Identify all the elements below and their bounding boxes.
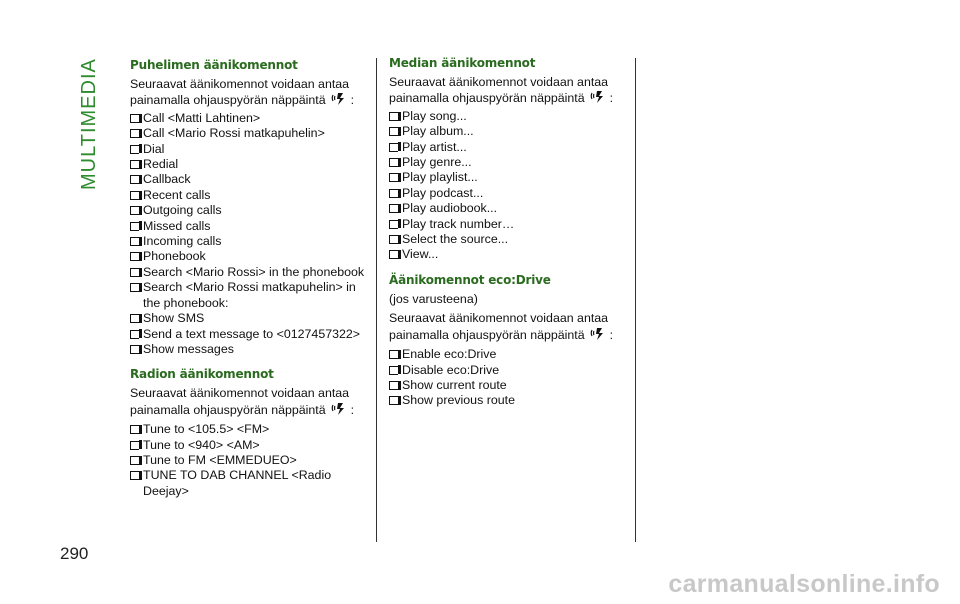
list-item-text: Enable eco:Drive [402, 347, 497, 362]
list-item-text: View... [402, 247, 439, 262]
list-item-text: Call <Mario Rossi matkapuhelin> [143, 126, 325, 141]
checkbox-icon [389, 112, 398, 121]
checkbox-icon [389, 189, 398, 198]
checkbox-icon [130, 191, 139, 200]
list-item [130, 203, 370, 218]
list-item [389, 247, 629, 262]
list-item-text: Play album... [402, 124, 474, 139]
list-item-text: Tune to <940> <AM> [143, 437, 260, 452]
list-item-text: Play song... [402, 108, 467, 123]
ecodrive-command-list [389, 347, 629, 409]
list-item [130, 188, 370, 203]
ecodrive-commands-heading: Äänikomennot eco:Drive [389, 272, 551, 287]
list-item [130, 249, 370, 264]
list-item [130, 219, 370, 234]
list-item-text: Play genre... [402, 155, 472, 170]
checkbox-icon [130, 145, 139, 154]
list-item [389, 393, 629, 408]
checkbox-icon [130, 237, 139, 246]
list-item-text: TUNE TO DAB CHANNEL <Radio Deejay> [143, 468, 332, 498]
list-item [130, 265, 370, 280]
column-divider-left [376, 58, 377, 542]
right-column [389, 56, 629, 409]
list-item [130, 453, 370, 468]
phone-intro-text: Seuraavat äänikomennot voidaan antaa painamalla ohjauspyörän näppäintä [130, 77, 350, 108]
list-item [130, 142, 370, 157]
checkbox-icon [389, 350, 398, 359]
section-side-tab [78, 48, 106, 190]
checkbox-icon [389, 366, 398, 375]
checkbox-icon [130, 114, 139, 123]
list-item-text: Phonebook [143, 249, 206, 264]
checkbox-icon [130, 441, 139, 450]
ecodrive-availability-note: (jos varusteena) [389, 291, 478, 306]
list-item-text: Incoming calls [143, 234, 222, 249]
checkbox-icon [389, 250, 398, 259]
checkbox-icon [130, 129, 139, 138]
list-item [130, 342, 370, 357]
checkbox-icon [130, 252, 139, 261]
media-intro-colon: : [609, 91, 614, 106]
ecodrive-intro-colon: : [609, 327, 614, 342]
list-item-text: Search <Mario Rossi matkapuhelin> in the phonebook: [143, 280, 356, 310]
watermark: carmanualsonline.info [668, 570, 940, 598]
checkbox-icon [389, 381, 398, 390]
ecodrive-intro-text: Seuraavat äänikomennot voidaan antaa painamalla ohjauspyörän näppäintä [389, 311, 609, 342]
checkbox-icon [389, 204, 398, 213]
checkbox-icon [130, 175, 139, 184]
radio-intro-colon: : [350, 402, 355, 417]
checkbox-icon [130, 268, 139, 277]
list-item-text: Missed calls [143, 218, 211, 233]
list-item [389, 109, 629, 124]
list-item-text: Show previous route [402, 393, 515, 408]
checkbox-icon [130, 206, 139, 215]
voice-command-icon [331, 92, 347, 106]
list-item-text: Play playlist... [402, 170, 478, 185]
checkbox-icon [130, 160, 139, 169]
list-item-text: Show messages [143, 341, 234, 356]
list-item [130, 311, 370, 326]
checkbox-icon [130, 283, 139, 292]
section-side-tab-label: MULTIMEDIA [78, 58, 100, 190]
list-item [389, 347, 629, 362]
checkbox-icon [389, 127, 398, 136]
list-item [389, 217, 629, 232]
list-item-text: Show current route [402, 377, 507, 392]
list-item [389, 155, 629, 170]
voice-command-icon [331, 402, 347, 416]
list-item [389, 232, 629, 247]
list-item [130, 468, 370, 499]
list-item-text: Play artist... [402, 139, 467, 154]
list-item-text: Redial [143, 157, 179, 172]
list-item-text: Outgoing calls [143, 203, 222, 218]
checkbox-icon [130, 456, 139, 465]
checkbox-icon [389, 173, 398, 182]
list-item [130, 157, 370, 172]
list-item-text: Disable eco:Drive [402, 362, 500, 377]
list-item [130, 422, 370, 437]
media-intro-text: Seuraavat äänikomennot voidaan antaa painamalla ohjauspyörän näppäintä [389, 75, 609, 106]
list-item [389, 201, 629, 216]
list-item [389, 363, 629, 378]
list-item-text: Send a text message to <0127457322> [143, 326, 361, 341]
list-item-text: Play track number… [402, 216, 515, 231]
phone-commands-intro [130, 77, 370, 109]
list-item-text: Recent calls [143, 187, 211, 202]
checkbox-icon [389, 143, 398, 152]
list-item [389, 186, 629, 201]
media-commands-heading: Median äänikomennot [389, 56, 536, 70]
media-command-list [389, 109, 629, 263]
media-commands-intro [389, 75, 629, 107]
list-item-text: Play audiobook... [402, 201, 498, 216]
checkbox-icon [130, 330, 139, 339]
list-item [389, 124, 629, 139]
list-item [130, 438, 370, 453]
checkbox-icon [389, 235, 398, 244]
checkbox-icon [389, 220, 398, 229]
list-item-text: Show SMS [143, 311, 205, 326]
phone-intro-colon: : [350, 93, 355, 108]
phone-commands-heading: Puhelimen äänikomennot [130, 58, 298, 72]
radio-intro-text: Seuraavat äänikomennot voidaan antaa painamalla ohjauspyörän näppäintä [130, 386, 350, 417]
list-item-text: Search <Mario Rossi> in the phonebook [143, 264, 365, 279]
list-item-text: Tune to FM <EMMEDUEO> [143, 452, 297, 467]
list-item-text: Call <Matti Lahtinen> [143, 110, 261, 125]
checkbox-icon [130, 345, 139, 354]
checkbox-icon [389, 158, 398, 167]
list-item [130, 126, 370, 141]
radio-commands-heading: Radion äänikomennot [130, 367, 274, 382]
list-item [389, 378, 629, 393]
column-divider-right [635, 58, 636, 542]
voice-command-icon [590, 327, 606, 341]
list-item [130, 111, 370, 126]
phone-command-list [130, 111, 370, 358]
left-column [130, 58, 370, 499]
list-item [130, 280, 370, 311]
list-item-text: Tune to <105.5> <FM> [143, 422, 270, 437]
ecodrive-commands-intro [389, 311, 629, 343]
list-item-text: Select the source... [402, 232, 509, 247]
list-item [130, 234, 370, 249]
checkbox-icon [389, 396, 398, 405]
radio-commands-intro [130, 386, 370, 418]
list-item [389, 170, 629, 185]
list-item-text: Dial [143, 141, 165, 156]
list-item-text: Callback [143, 172, 191, 187]
list-item [130, 327, 370, 342]
list-item [389, 140, 629, 155]
checkbox-icon [130, 314, 139, 323]
checkbox-icon [130, 222, 139, 231]
page-number: 290 [60, 544, 89, 563]
checkbox-icon [130, 471, 139, 480]
list-item-text: Play podcast... [402, 185, 484, 200]
radio-command-list [130, 422, 370, 499]
voice-command-icon [590, 90, 606, 104]
checkbox-icon [130, 425, 139, 434]
list-item [130, 172, 370, 187]
